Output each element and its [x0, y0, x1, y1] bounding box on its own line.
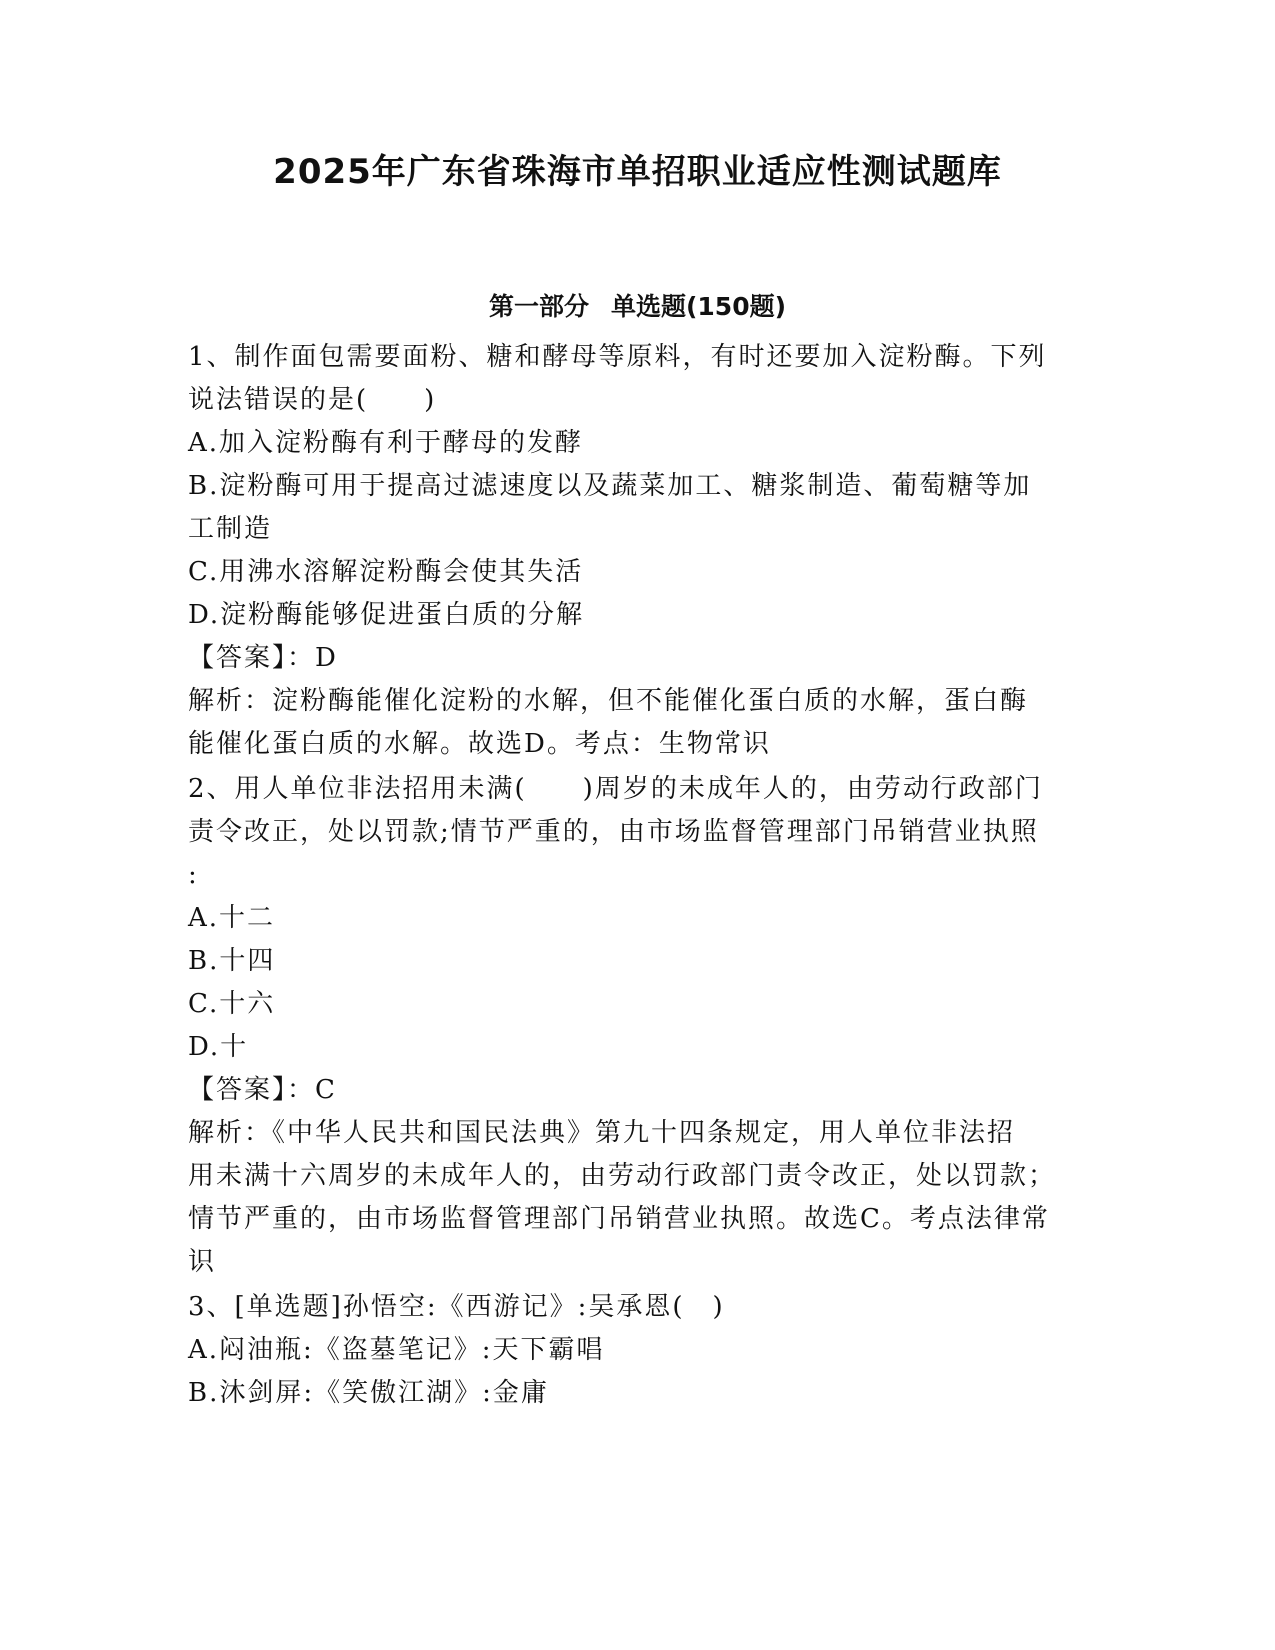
option-a: A.加入淀粉酶有利于酵母的发酵 [188, 428, 584, 458]
option-b: B.淀粉酶可用于提高过滤速度以及蔬菜加工、糖浆制造、葡萄糖等加 [188, 471, 1032, 501]
option-a: A.闷油瓶:《盗墓笔记》:天下霸唱 [188, 1335, 605, 1365]
section-title [0, 290, 1275, 324]
option-d: D.淀粉酶能够促进蛋白质的分解 [188, 600, 585, 630]
question-stem-line: 1、制作面包需要面粉、糖和酵母等原料，有时还要加入淀粉酶。下列 [188, 342, 1047, 372]
option-c: C.十六 [188, 989, 276, 1019]
analysis-line: 解析：《中华人民共和国民法典》第九十四条规定，用人单位非法招 [188, 1118, 1016, 1148]
answer-label: 【答案】： [188, 643, 316, 673]
analysis-line: 识 [188, 1247, 217, 1277]
answer-value: C [315, 1075, 337, 1105]
question-stem-line: 2、用人单位非法招用未满( )周岁的未成年人的，由劳动行政部门 [188, 774, 1043, 804]
answer-line [188, 637, 1088, 680]
question-1 [188, 336, 1088, 766]
question-stem-line: 说法错误的是( ) [188, 385, 437, 415]
analysis-line: 用未满十六周岁的未成年人的，由劳动行政部门责令改正，处以罚款； [188, 1161, 1057, 1191]
answer-line [188, 1069, 1088, 1112]
option-a: A.十二 [188, 903, 276, 933]
analysis-line: 情节严重的，由市场监督管理部门吊销营业执照。故选C。考点法律常 [188, 1204, 1050, 1234]
option-b: B.沐剑屏:《笑傲江湖》:金庸 [188, 1378, 549, 1408]
document-title: 2025年广东省珠海市单招职业适应性测试题库 [273, 152, 1002, 192]
analysis-line: 解析：淀粉酶能催化淀粉的水解，但不能催化蛋白质的水解，蛋白酶 [188, 686, 1029, 716]
option-b-continued: 工制造 [188, 514, 273, 544]
section-name: 单选题(150题) [610, 292, 787, 321]
question-stem-line: 责令改正，处以罚款;情节严重的，由市场监督管理部门吊销营业执照 [188, 817, 1039, 847]
analysis-line: 能催化蛋白质的水解。故选D。考点：生物常识 [188, 729, 771, 759]
question-3 [188, 1286, 1088, 1415]
question-stem-line: 3、[单选题]孙悟空:《西游记》:吴承恩( ) [188, 1292, 725, 1322]
question-stem-line: : [188, 860, 199, 890]
option-d: D.十 [188, 1032, 249, 1062]
question-2 [188, 768, 1088, 1284]
answer-label: 【答案】： [188, 1075, 316, 1105]
answer-value: D [315, 643, 338, 673]
option-c: C.用沸水溶解淀粉酶会使其失活 [188, 557, 584, 587]
option-b: B.十四 [188, 946, 276, 976]
section-part: 第一部分 [488, 292, 589, 321]
